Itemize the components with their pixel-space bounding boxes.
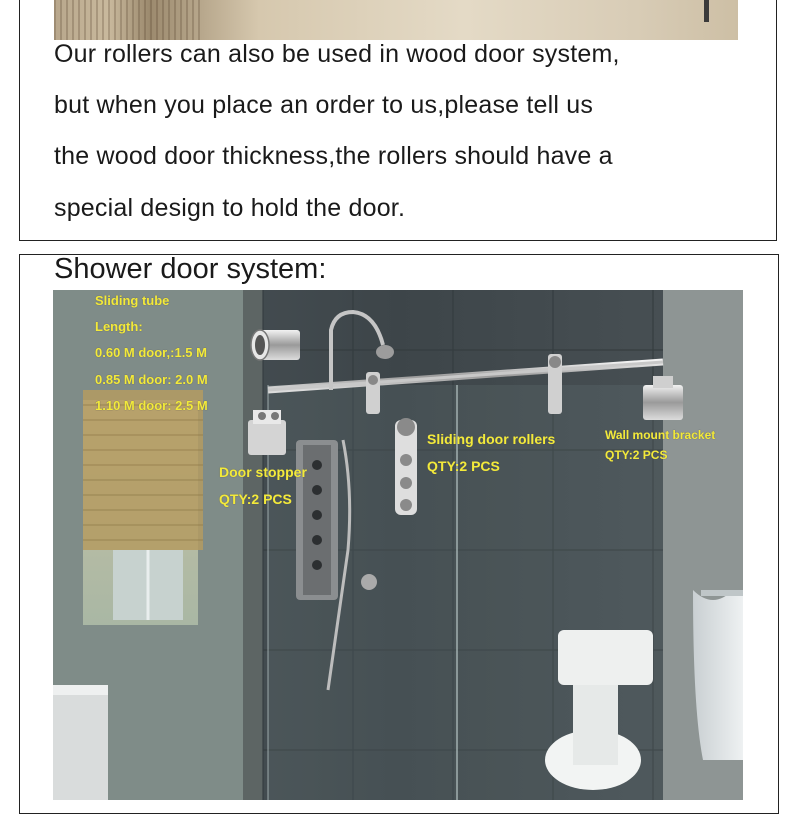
- note-line-1: Our rollers can also be used in wood door system,: [54, 40, 620, 68]
- label-door-stopper: Door stopper: [219, 464, 307, 480]
- wood-door-photo: [54, 0, 738, 40]
- label-bracket: Wall mount bracket: [605, 428, 716, 442]
- label-length: Length:: [95, 319, 143, 334]
- label-rollers: Sliding door rollers: [427, 431, 556, 447]
- label-bracket-qty: QTY:2 PCS: [605, 448, 668, 462]
- furniture-leg: [704, 0, 709, 22]
- label-sliding-tube: Sliding tube: [95, 293, 170, 308]
- label-door-stopper-qty: QTY:2 PCS: [219, 491, 292, 507]
- sliding-door-roller-icon: [395, 418, 417, 515]
- label-length-2: 0.85 M door: 2.0 M: [95, 372, 208, 387]
- section-heading: Shower door system:: [54, 253, 327, 285]
- sliding-tube-icon: [251, 330, 300, 360]
- label-length-1: 0.60 M door,:1.5 M: [95, 345, 207, 360]
- note-line-3: the wood door thickness,the rollers should have a: [54, 142, 613, 170]
- note-line-4: special design to hold the door.: [54, 194, 406, 222]
- wood-panel-texture: [54, 0, 204, 40]
- shower-photo: [53, 290, 743, 800]
- note-line-2: but when you place an order to us,please tell us: [54, 91, 594, 119]
- door-stopper-icon: [248, 410, 286, 455]
- shower-illustration: [53, 290, 743, 800]
- label-rollers-qty: QTY:2 PCS: [427, 458, 500, 474]
- label-length-3: 1.10 M door: 2.5 M: [95, 398, 208, 413]
